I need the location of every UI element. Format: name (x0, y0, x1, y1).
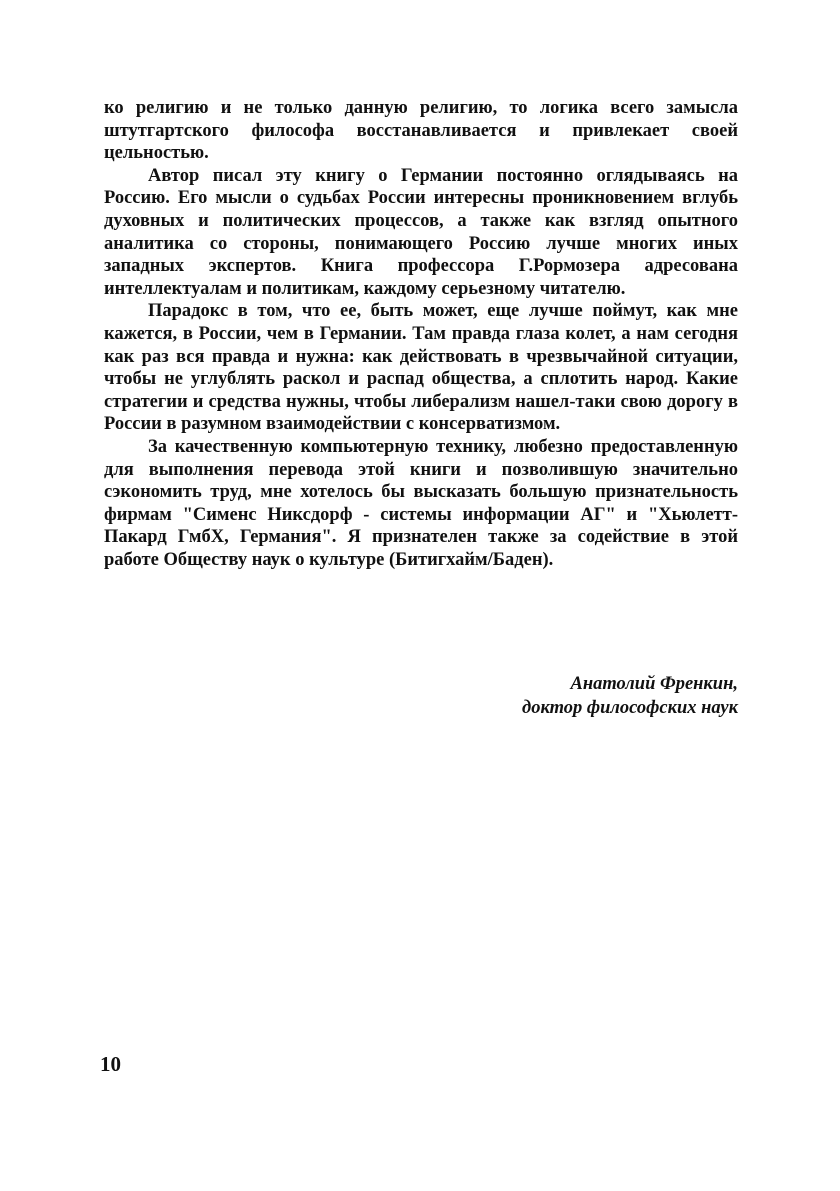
signature (522, 672, 738, 720)
body-text (104, 97, 738, 571)
page-number: 10 (100, 1052, 121, 1076)
paragraph-acknowledgements: За качественную компьютерную технику, любезно предоставленную для выполнения перевода этой книги и позволившую значительно сэкономить труд, мне хотелось бы высказать большую признательность фирмам "Сименс Никсдорф - системы информации АГ" и "Хьюлетт-Пакард ГмбХ, Германия". Я признателен также за содействие в этой работе Обществу наук о культуре (Битигхайм/Баден). (104, 436, 738, 570)
paragraph-continuation: ко религию и не только данную религию, то логика всего замысла штутгартского философа восстанавливается и привлекает своей цельностью. (104, 98, 738, 164)
paragraph-author-about-russia: Автор писал эту книгу о Германии постоянно оглядываясь на Россию. Его мысли о судьбах России интересны проникновением вглубь духовных и политических процессов, а также как взгляд опытного аналитика со стороны, понимающего Россию лучше многих иных западных экспертов. Книга профессора Г.Рормозера адресована интеллектуалам и политикам, каждому серьезному читателю. (104, 165, 738, 299)
signature-title: доктор философских наук (522, 698, 738, 718)
signature-name: Анатолий Френкин, (570, 674, 738, 694)
paragraph-paradox: Парадокс в том, что ее, быть может, еще лучше поймут, как мне кажется, в России, чем в Германии. Там правда глаза колет, а нам сегодня как раз вся правда и нужна: как действовать в чрезвычайной ситуации, чтобы не углублять раскол и распад общества, а сплотить народ. Какие стратегии и средства нужны, чтобы либерализм нашел-таки свою дорогу в России в разумном взаимодействии с консерватизмом. (104, 301, 738, 435)
